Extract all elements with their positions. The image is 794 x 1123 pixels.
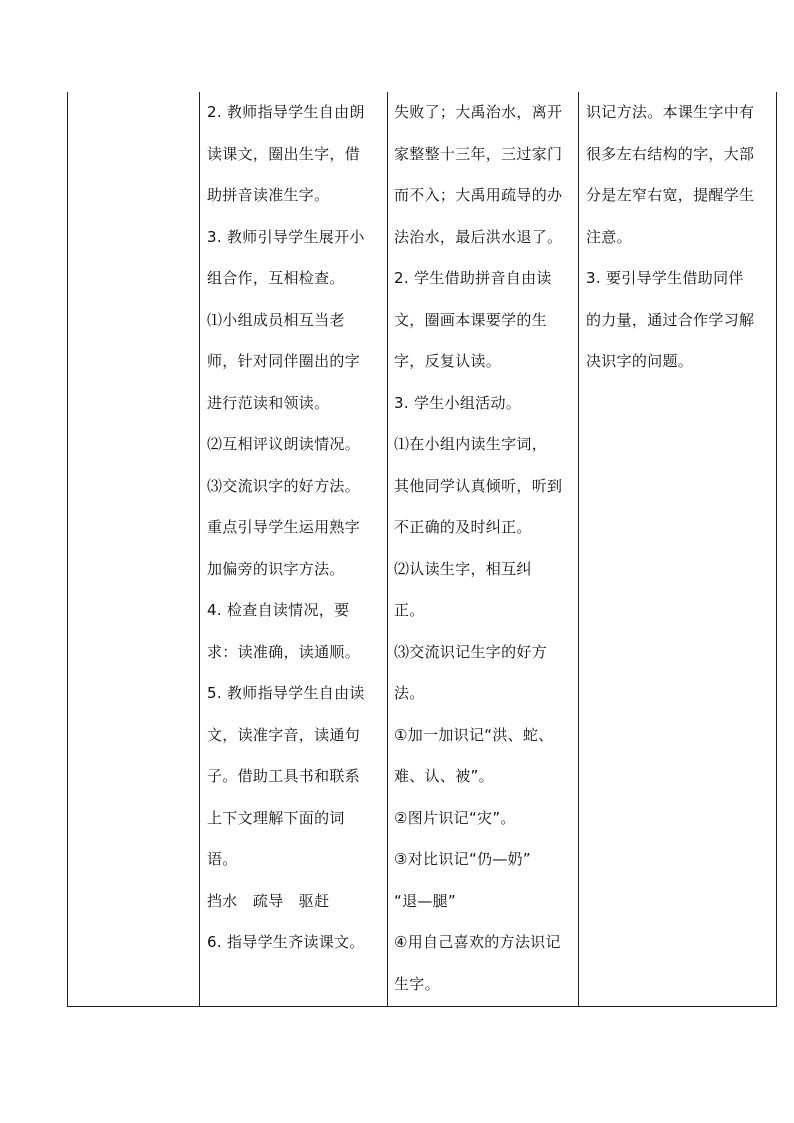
text-line: 挡水 疏导 驱赶: [207, 891, 330, 910]
text-line: 正。: [394, 601, 425, 619]
text-line: 而不入；大禹用疏导的办: [394, 186, 563, 204]
text-line: 家整整十三年，三过家门: [394, 144, 563, 163]
text-line: 很多左右结构的字，大部: [586, 144, 755, 163]
text-line: 师，针对同伴圈出的字: [207, 352, 361, 370]
text-line: 6. 指导学生齐读课文。: [207, 933, 365, 951]
text-line: ⑴小组成员相互当老: [207, 310, 345, 329]
text-line: ⑴在小组内读生字词，: [394, 435, 548, 453]
text-line: 助拼音读准生字。: [207, 186, 330, 204]
text-line: 子。借助工具书和联系: [207, 767, 361, 785]
teacher-activity-cell: [207, 92, 382, 964]
text-line: 法。: [394, 684, 425, 702]
text-line: ⑵互相评议朗读情况。: [207, 435, 361, 453]
text-line: 失败了；大禹治水，离开: [394, 103, 563, 121]
text-line: 读课文，圈出生字，借: [207, 144, 361, 163]
text-line: ⑶交流识字的好方法。: [207, 476, 361, 495]
text-line: ④用自己喜欢的方法识记: [394, 933, 561, 951]
text-line: 识记方法。本课生字中有: [586, 103, 755, 121]
text-line: 文，读准字音，读通句: [207, 725, 361, 744]
lesson-plan-table: [67, 92, 777, 1007]
student-activity-cell: [394, 92, 574, 1005]
text-line: 5. 教师指导学生自由读: [207, 684, 365, 702]
text-line: 文，圈画本课要学的生: [394, 310, 548, 329]
table-border-bottom: [67, 1006, 777, 1007]
text-line: 法治水，最后洪水退了。: [394, 227, 563, 246]
column-divider-2: [387, 92, 388, 1007]
column-divider-1: [199, 92, 200, 1007]
text-line: ②图片识记“灾”。: [394, 808, 516, 827]
text-line: 的力量，通过合作学习解: [586, 310, 755, 329]
text-line: 注意。: [586, 227, 632, 246]
text-line: 2. 学生借助拼音自由读: [394, 269, 552, 287]
design-intent-cell: [586, 92, 772, 383]
text-line: 进行范读和领读。: [207, 393, 330, 412]
text-line: 加偏旁的识字方法。: [207, 559, 345, 578]
text-line: 求：读准确，读通顺。: [207, 642, 361, 661]
text-line: ⑵认读生字，相互纠: [394, 559, 532, 578]
text-line: 不正确的及时纠正。: [394, 518, 532, 536]
table-border-right: [776, 92, 777, 1007]
text-line: 语。: [207, 850, 238, 868]
text-line: ①加一加识记“洪、蛇、: [394, 725, 554, 744]
text-line: 重点引导学生运用熟字: [207, 518, 361, 536]
text-line: 难、认、被”。: [394, 767, 494, 785]
text-line: 3. 教师引导学生展开小: [207, 227, 365, 246]
text-line: ③对比识记“仍—奶”: [394, 850, 531, 868]
text-line: 生字。: [394, 974, 440, 993]
text-line: 上下文理解下面的词: [207, 808, 345, 827]
text-line: ⑶交流识记生字的好方: [394, 642, 548, 661]
text-line: 决识字的问题。: [586, 352, 694, 370]
text-line: 组合作，互相检查。: [207, 269, 345, 287]
text-line: 3. 学生小组活动。: [394, 393, 522, 412]
table-border-left: [67, 92, 68, 1007]
text-line: 分是左窄右宽，提醒学生: [586, 186, 755, 204]
text-line: 2. 教师指导学生自由朗: [207, 103, 365, 121]
text-line: 4. 检查自读情况，要: [207, 601, 350, 619]
text-line: 其他同学认真倾听，听到: [394, 476, 563, 495]
column-divider-3: [578, 92, 579, 1007]
text-line: “退—腿”: [394, 891, 457, 910]
text-line: 字，反复认读。: [394, 352, 502, 370]
text-line: 3. 要引导学生借助同伴: [586, 269, 744, 287]
